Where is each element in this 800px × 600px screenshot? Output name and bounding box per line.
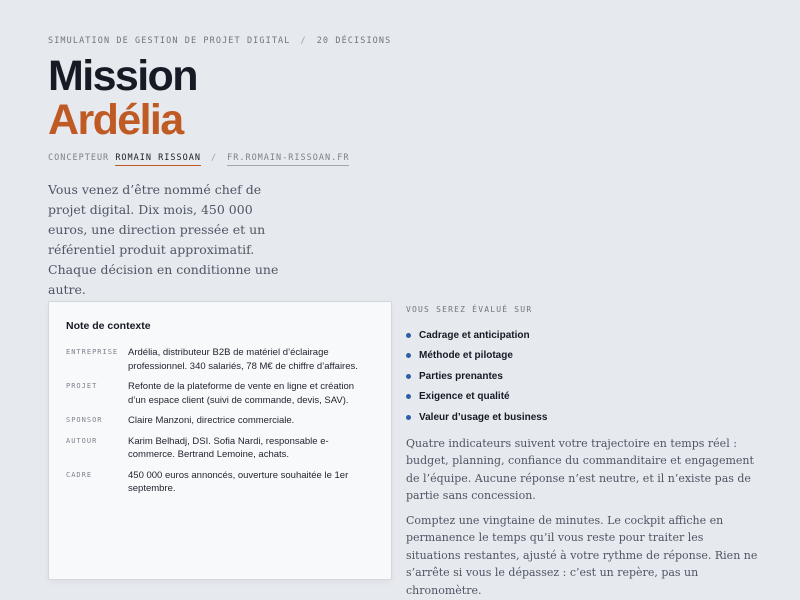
designer-name-link[interactable]: ROMAIN RISSOAN [115, 153, 201, 166]
criterion-label: Cadrage et anticipation [419, 329, 530, 341]
context-key: CADRE [66, 470, 93, 479]
criterion-item [406, 407, 547, 428]
evaluation-label: VOUS SEREZ ÉVALUÉ SUR [406, 305, 533, 314]
criterion-item [406, 387, 547, 408]
criterion-label: Exigence et qualité [419, 391, 510, 403]
designer-credit [48, 153, 349, 163]
context-note-card [48, 301, 392, 580]
context-note-title: Note de contexte [66, 320, 151, 332]
bullet-dot-icon [406, 374, 411, 379]
context-value: Karim Belhadj, DSI. Sofia Nardi, responsable e-commerce. Bertrand Lemoine, achats. [128, 435, 329, 460]
designer-separator: / [210, 153, 218, 163]
indicators-paragraph: Quatre indicateurs suivent votre trajectoire en temps réel : budget, planning, confiance du commanditaire et engagement de l’équipe. Aucune réponse n’est neutre, et il n’existe pas de partie sans concession. [406, 437, 754, 503]
context-value: Refonte de la plateforme de vente en ligne et création d’un espace client (suivi de commande, devis, SAV). [128, 381, 355, 406]
criterion-label: Méthode et pilotage [419, 350, 513, 362]
page-title [48, 54, 197, 142]
context-row [66, 435, 374, 462]
criterion-item [406, 366, 547, 387]
context-row [66, 414, 374, 428]
designer-label: CONCEPTEUR [48, 153, 110, 163]
context-value: Claire Manzoni, directrice commerciale. [128, 415, 295, 426]
context-key: SPONSOR [66, 416, 103, 424]
bullet-dot-icon [406, 353, 411, 358]
decision-count: 20 DÉCISIONS [316, 36, 392, 46]
criterion-item [406, 346, 547, 367]
criterion-label: Parties prenantes [419, 370, 503, 382]
eyebrow [48, 36, 391, 46]
context-row [66, 380, 374, 407]
eyebrow-separator: / [300, 36, 307, 46]
intro-paragraph: Vous venez d’être nommé chef de projet digital. Dix mois, 450 000 euros, une direction pressée et un référentiel produit approximatif. Chaque décision en conditionne une autre. [48, 182, 279, 297]
website-link[interactable]: FR.ROMAIN-RISSOAN.FR [227, 153, 349, 166]
bullet-dot-icon [406, 333, 411, 338]
bullet-dot-icon [406, 394, 411, 399]
context-key: PROJET [66, 382, 98, 390]
title-line-2: Ardélia [48, 96, 183, 144]
bullet-dot-icon [406, 415, 411, 420]
context-key: ENTREPRISE [66, 348, 119, 356]
context-row [66, 346, 374, 373]
title-line-1: Mission [48, 52, 197, 100]
context-key: AUTOUR [66, 436, 98, 445]
eyebrow-subtitle: SIMULATION DE GESTION DE PROJET DIGITAL [48, 36, 291, 46]
criterion-item [406, 325, 547, 346]
context-value: Ardélia, distributeur B2B de matériel d’éclairage professionnel. 340 salariés, 78 M€ de chiffre d’affaires. [128, 347, 358, 372]
duration-paragraph: Comptez une vingtaine de minutes. Le cockpit affiche en permanence le temps qu’il vous reste pour traiter les situations restantes, ajusté à votre rythme de réponse. Rien ne s’arrête si vous le dépassez : c’est un repère, pas un chronomètre. [406, 514, 758, 597]
context-value: 450 000 euros annoncés, ouverture souhaitée le 1er septembre. [128, 469, 349, 494]
evaluation-criteria-list [406, 325, 547, 428]
criterion-label: Valeur d’usage et business [419, 411, 548, 423]
context-row [66, 469, 374, 496]
